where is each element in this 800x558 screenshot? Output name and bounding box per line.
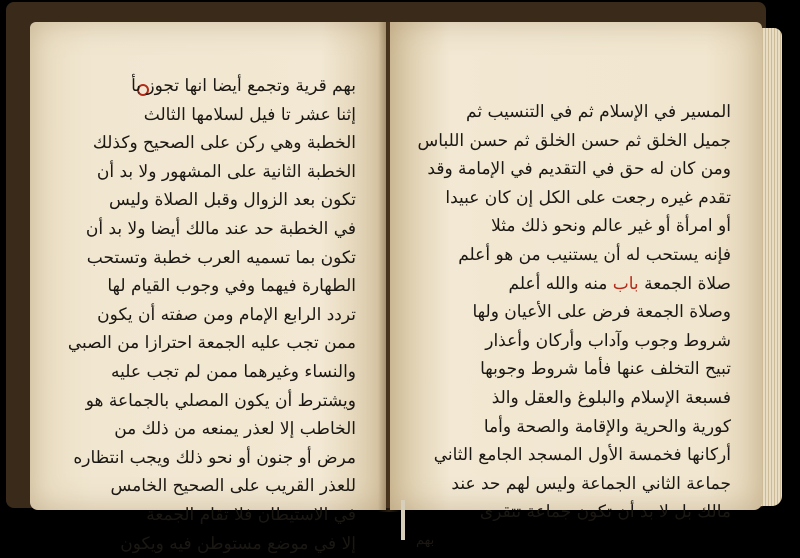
text-line: في الخطبة حد عند مالك أيضا ولا بد أن [56, 215, 356, 244]
text-line: للعذر القريب على الصحيح الخامس [56, 472, 356, 501]
left-page [30, 22, 386, 510]
text-line: منه والله أعلم [509, 274, 608, 294]
chapter-title: صلاة الجمعة [644, 274, 731, 294]
open-manuscript [18, 14, 784, 526]
text-line: ممن تجب عليه الجمعة احترازا من الصبي [56, 329, 356, 358]
text-line: والنساء وغيرهما ممن لم تجب عليه [56, 358, 356, 387]
right-page-text [416, 98, 731, 556]
text-line: تكون بما تسميه العرب خطبة وتستحب [56, 244, 356, 273]
text-line: تردد الرابع الإمام ومن صفته أن يكون [56, 301, 356, 330]
text-line: كورية والحرية والإقامة والصحة وأما [416, 413, 731, 442]
text-line: شروط وجوب وآداب وأركان وأعذار [416, 327, 731, 356]
text-line: في الاستيطان فلا تقام الجمعة [56, 501, 356, 530]
text-line: فإنه يستحب له أن يستنيب من هو أعلم [416, 241, 731, 270]
text-line: الخاطب إلا لعذر يمنعه من ذلك من [56, 415, 356, 444]
right-page [390, 22, 762, 510]
text-line: الخطبة وهي ركن على الصحيح وكذلك [56, 129, 356, 158]
text-line: جماعة الثاني الجماعة وليس لهم حد عند [416, 470, 731, 499]
catchword: بهم [416, 527, 731, 556]
text-line: مرض أو جنون أو نحو ذلك ويجب انتظاره [56, 444, 356, 473]
chapter-heading: باب [613, 274, 639, 294]
text-line: أو امرأة أو غير عالم ونحو ذلك مثلا [416, 212, 731, 241]
left-page-text [56, 72, 356, 558]
text-line: ومن كان له حق في التقديم في الإمامة وقد [416, 155, 731, 184]
text-line: الطهارة فيهما وفي وجوب القيام لها [56, 272, 356, 301]
bookmark-string [401, 500, 405, 540]
text-line: جميل الخلق ثم حسن الخلق ثم حسن اللباس [416, 127, 731, 156]
text-line: وصلاة الجمعة فرض على الأعيان ولها [416, 298, 731, 327]
text-line: بهم قرية وتجمع أيضا انها تجوز بأ [56, 72, 356, 101]
text-line: تقدم غيره رجعت على الكل إن كان عبيدا [416, 184, 731, 213]
text-line: فسبعة الإسلام والبلوغ والعقل والذ [416, 384, 731, 413]
text-line: إثنا عشر تا فيل لسلامها الثالث [56, 101, 356, 130]
text-line: الخطبة الثانية على المشهور ولا بد أن [56, 158, 356, 187]
text-line: إلا في موضع مستوطن فيه ويكون [56, 530, 356, 558]
chapter-line [416, 270, 731, 299]
text-line: تكون بعد الزوال وقبل الصلاة وليس [56, 186, 356, 215]
text-line: تبيح التخلف عنها فأما شروط وجوبها [416, 355, 731, 384]
text-line: المسير في الإسلام ثم في التنسيب ثم [416, 98, 731, 127]
text-line: ويشترط أن يكون المصلي بالجماعة هو [56, 387, 356, 416]
text-line: مالك بل لا بد أن تكون جماعة تتقرى [416, 498, 731, 527]
text-line: أركانها فخمسة الأول المسجد الجامع الثاني [416, 441, 731, 470]
